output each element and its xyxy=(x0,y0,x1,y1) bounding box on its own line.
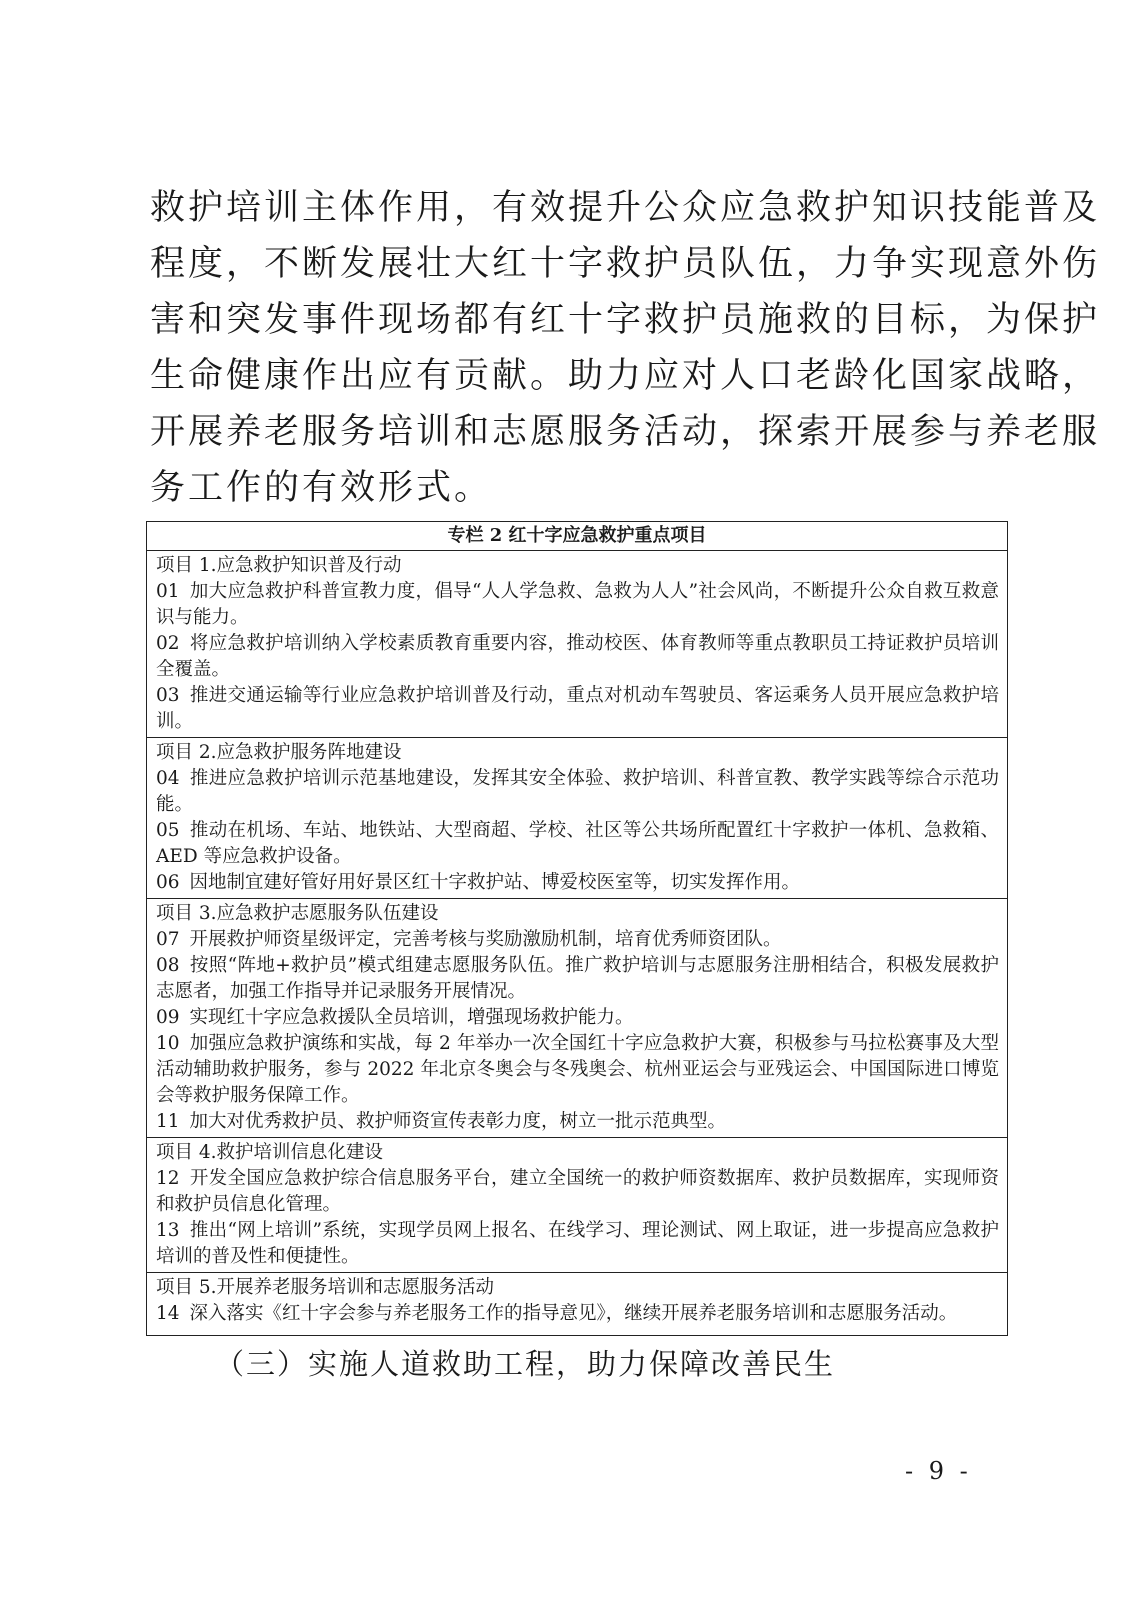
project-title: 项目 3.应急救护志愿服务队伍建设 xyxy=(156,903,439,924)
project-item xyxy=(156,1301,999,1327)
item-number: 11 xyxy=(156,1111,180,1132)
project-section-5 xyxy=(147,1273,1007,1329)
project-title: 项目 5.开展养老服务培训和志愿服务活动 xyxy=(156,1277,495,1298)
column-title: 专栏 2 红十字应急救护重点项目 xyxy=(147,522,1007,551)
item-text: 加大对优秀救护员、救护师资宣传表彰力度，树立一批示范典型。 xyxy=(189,1111,727,1132)
item-text: 按照“阵地+救护员”模式组建志愿服务队伍。推广救护培训与志愿服务注册相结合，积极发展救护志愿者，加强工作指导并记录服务开展情况。 xyxy=(156,955,999,1002)
item-number: 02 xyxy=(156,633,180,654)
project-item xyxy=(156,927,999,953)
item-number: 04 xyxy=(156,768,180,789)
item-number: 06 xyxy=(156,872,180,893)
item-text: 加强应急救护演练和实战，每 2 年举办一次全国红十字应急救护大赛，积极参与马拉松赛事及大型活动辅助救护服务，参与 2022 年北京冬奥会与冬残奥会、杭州亚运会与亚残运会、中国国际进口博览会等救护服务保障工作。 xyxy=(156,1033,999,1106)
project-item xyxy=(156,1031,999,1109)
body-line: 程度，不断发展壮大红十字救护员队伍，力争实现意外伤 xyxy=(150,244,1101,284)
item-number: 08 xyxy=(156,955,180,976)
item-text: 因地制宜建好管好用好景区红十字救护站、博爱校医室等，切实发挥作用。 xyxy=(189,872,801,893)
project-item xyxy=(156,579,999,631)
item-number: 01 xyxy=(156,581,180,602)
item-number: 12 xyxy=(156,1168,180,1189)
item-text: 将应急救护培训纳入学校素质教育重要内容，推动校医、体育教师等重点教职员工持证救护员培训全覆盖。 xyxy=(156,633,999,680)
item-number: 03 xyxy=(156,685,180,706)
item-text: 开展救护师资星级评定，完善考核与奖励激励机制，培育优秀师资团队。 xyxy=(189,929,782,950)
item-text: 推进应急救护培训示范基地建设，发挥其安全体验、救护培训、科普宣教、教学实践等综合示范功能。 xyxy=(156,768,999,815)
item-number: 13 xyxy=(156,1220,180,1241)
item-text: 深入落实《红十字会参与养老服务工作的指导意见》，继续开展养老服务培训和志愿服务活动。 xyxy=(189,1303,958,1324)
body-line: 害和突发事件现场都有红十字救护员施救的目标，为保护 xyxy=(150,300,1101,340)
item-number: 05 xyxy=(156,820,180,841)
project-item xyxy=(156,683,999,735)
project-item xyxy=(156,631,999,683)
body-line: 开展养老服务培训和志愿服务活动，探索开展参与养老服 xyxy=(150,412,1101,452)
project-item xyxy=(156,1166,999,1218)
page-number: - 9 - xyxy=(905,1457,972,1485)
project-section-4 xyxy=(147,1138,1007,1273)
body-paragraph xyxy=(150,180,1101,516)
item-number: 10 xyxy=(156,1033,180,1054)
project-section-1 xyxy=(147,551,1007,738)
section-heading: （三）实施人道救助工程，助力保障改善民生 xyxy=(215,1347,836,1381)
item-number: 07 xyxy=(156,929,180,950)
project-title: 项目 1.应急救护知识普及行动 xyxy=(156,555,402,576)
project-section-3 xyxy=(147,899,1007,1138)
item-number: 14 xyxy=(156,1303,180,1324)
item-text: 推进交通运输等行业应急救护培训普及行动，重点对机动车驾驶员、客运乘务人员开展应急救护培训。 xyxy=(156,685,999,732)
item-text: 推动在机场、车站、地铁站、大型商超、学校、社区等公共场所配置红十字救护一体机、急救箱、AED 等应急救护设备。 xyxy=(156,820,999,867)
column-box xyxy=(146,521,1008,1336)
project-item xyxy=(156,870,999,896)
project-item xyxy=(156,1005,999,1031)
item-text: 开发全国应急救护综合信息服务平台，建立全国统一的救护师资数据库、救护员数据库，实现师资和救护员信息化管理。 xyxy=(156,1168,999,1215)
project-item xyxy=(156,1109,999,1135)
item-text: 实现红十字应急救援队全员培训，增强现场救护能力。 xyxy=(189,1007,634,1028)
body-line: 务工作的有效形式。 xyxy=(150,468,493,508)
item-text: 推出“网上培训”系统，实现学员网上报名、在线学习、理论测试、网上取证，进一步提高应急救护培训的普及性和便捷性。 xyxy=(156,1220,999,1267)
body-line: 生命健康作出应有贡献。助力应对人口老龄化国家战略， xyxy=(150,356,1101,396)
project-title: 项目 2.应急救护服务阵地建设 xyxy=(156,742,402,763)
project-item xyxy=(156,818,999,870)
project-item xyxy=(156,953,999,1005)
project-title: 项目 4.救护培训信息化建设 xyxy=(156,1142,384,1163)
project-item xyxy=(156,766,999,818)
project-item xyxy=(156,1218,999,1270)
item-text: 加大应急救护科普宣教力度，倡导“人人学急救、急救为人人”社会风尚，不断提升公众自救互救意识与能力。 xyxy=(156,581,999,628)
body-line: 救护培训主体作用，有效提升公众应急救护知识技能普及 xyxy=(150,188,1101,228)
project-section-2 xyxy=(147,738,1007,899)
item-number: 09 xyxy=(156,1007,180,1028)
